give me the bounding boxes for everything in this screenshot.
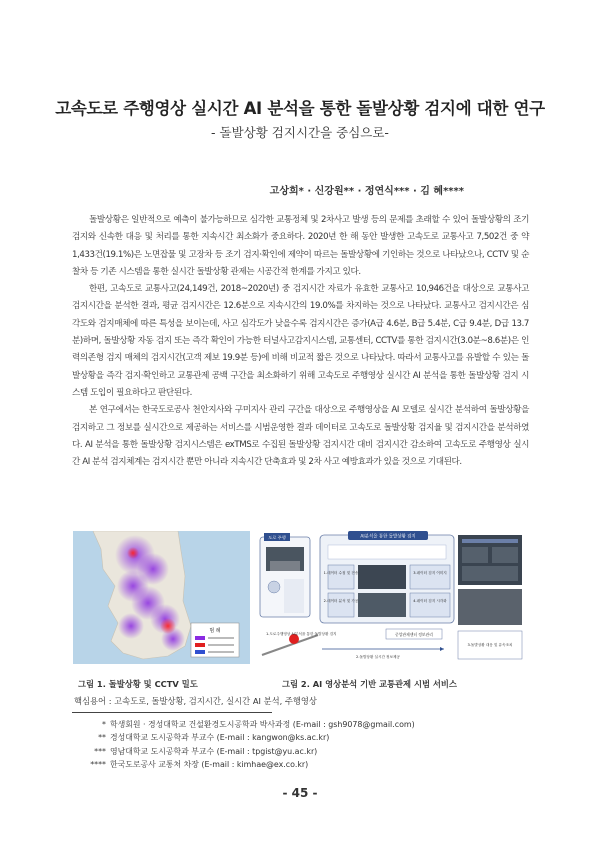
footnote-3	[74, 745, 415, 758]
dashcam-road	[270, 561, 300, 571]
road-caption: 1.도로주행영상 AI분석을 통한 돌발상황 검지	[266, 632, 337, 636]
keywords-line: 핵심용어 : 고속도로, 돌발상황, 검지시간, 실시간 AI 분석, 주행영상	[74, 696, 317, 706]
footnote-2	[74, 731, 415, 744]
legend-text-line	[208, 637, 234, 639]
footnote-mark: ***	[94, 746, 106, 756]
dashboard-tile	[462, 547, 488, 563]
paragraph-1: 돌발상황은 일반적으로 예측이 불가능하므로 심각한 교통정체 및 2차사고 발생 등의 문제를 초래할 수 있어 돌발상황의 조기 검지와 신속한 대응 및 처리를 통한 지속시간 최소화가 중요하다. 2020년 한 해 동안 발생한 고속도로 교통사고 7,502건 중 약 1,433건(19.1%)은 노면잡물 및 고장차 등 조기 검지·확인에 제약이 따르는 돌발상황에 기인하는 것으로 나타났으나, CCTV 및 순찰차 등 기존 시스템을 통한 실시간 돌발상황 관제는 시공간적 한계를 가지고 있다.	[72, 215, 529, 277]
paragraph-2: 한편, 고속도로 교통사고(24,149건, 2018~2020년) 중 검지시간 자료가 유효한 교통사고 10,946건을 대상으로 교통사고 검지시간을 분석한 결과, 평균 검지시간은 12.6분으로 지속시간의 19.0%를 차지하는 것으로 나타났다. 교통사고 검지시간은 심각도와 검지매체에 따른 특성을 보이는데, 사고 심각도가 낮을수록 검지시간은 증가(A급 4.6분, B급 5.4분, C급 9.4분, D급 13.7분)하며, 돌발상황 자동 검지 또는 즉각 확인이 가능한 터널사고감지시스템, 교통센터, CCTV를 통한 검지시간(3.0분~8.6분)은 인력의존형 검지 매체의 검지시간(고객 제보 19.9분 등)에 비해 비교적 짧은 것으로 나타났다. 따라서 교통사고를 유발할 수 있는 돌발상황을 즉각 검지·확인하고 교통관제 공백 구간을 최소화하기 위해 고속도로 주행영상 실시간 AI 분석을 통한 돌발상황 검지 시스템 도입이 필요하다고 판단된다.	[72, 284, 529, 398]
figure-2-caption: 그림 2. AI 영상분석 기반 교통관제 시범 서비스	[282, 679, 457, 689]
step-box-3	[410, 565, 450, 589]
footnote-mark: **	[98, 733, 106, 743]
footnote-divider	[72, 712, 272, 713]
density-peak	[127, 547, 139, 559]
accident-photo	[458, 589, 522, 625]
legend-text-line	[208, 651, 234, 653]
abstract-body	[72, 212, 529, 471]
analysis-text-box	[328, 545, 446, 559]
footnotes	[74, 718, 415, 771]
incident-density-map	[73, 531, 250, 664]
paragraph-3: 본 연구에서는 한국도로공사 천안지사와 구미지사 관리 구간을 대상으로 주행영상을 AI 모델로 실시간 분석하여 돌발상황을 검지하고 그 정보를 실시간으로 제공하는 서비스를 시범운영한 결과 데이터로 고속도로 돌발상황 검지율 및 검지시간을 분석하였다. AI 분석을 통한 돌발상황 검지시스템은 exTMS로 수집된 돌발상황 검지시간 대비 검지시간 감소하여 고속도로 주행영상 실시간 AI 분석 검지체계는 검지시간 뿐만 아니라 지속시간 단축효과 및 2차 사고 예방효과가 있을 것으로 기대된다.	[72, 405, 529, 468]
legend-swatch	[195, 643, 205, 647]
network-label: 2.돌발상황 실시간 정보제공	[356, 655, 400, 659]
dashboard-tile	[462, 566, 518, 581]
footnote-4	[74, 758, 415, 771]
footnote-text: 학생회원 · 경성대학교 건설환경도시공학과 박사과정 (E-mail : gsh9078@gmail.com)	[110, 720, 415, 729]
center-label: 중앙관제센터 정보관리	[395, 632, 433, 637]
road-video-label: 도로 주행	[268, 535, 286, 540]
legend-text-line	[208, 644, 234, 646]
ai-service-diagram	[258, 531, 524, 664]
step-label-3: 3.데이터 검지 이미지	[413, 571, 447, 575]
output-label: 3.돌발상황 대응 및 유속조치	[467, 643, 513, 647]
step-box-2	[328, 593, 354, 617]
figure-1-map	[73, 531, 250, 664]
density-peak	[160, 618, 176, 634]
step-label-1: 1.데이터 수집 및 전송	[323, 571, 359, 575]
footnote-text: 영남대학교 도시공학과 부교수 (E-mail : tpgist@yu.ac.kr)	[110, 746, 318, 756]
dashboard-tile	[492, 547, 518, 563]
ai-analysis-title: AI분석을 통한 돌발상황 검지	[360, 534, 416, 540]
legend-swatch	[195, 650, 205, 654]
device-text-block	[284, 579, 304, 613]
step-box-4	[410, 593, 450, 617]
footnote-1	[74, 718, 415, 731]
footnote-mark: *	[102, 720, 106, 729]
map-legend-title: 범 례	[209, 628, 221, 634]
footnote-text: 한국도로공사 교통처 차장 (E-mail : kimhae@ex.co.kr)	[110, 759, 309, 769]
footnote-text: 경성대학교 도시공학과 부교수 (E-mail : kangwon@ks.ac.kr)	[110, 733, 330, 743]
author-list: 고상희* · 신강원** · 정연식*** · 김 혜****	[269, 186, 464, 197]
paper-title: 고속도로 주행영상 실시간 AI 분석을 통한 돌발상황 검지에 대한 연구	[55, 99, 545, 118]
step-label-4: 4.데이터 검지 시각화	[413, 599, 447, 603]
figure-1-caption: 그림 1. 돌발상황 및 CCTV 밀도	[78, 679, 198, 689]
legend-swatch	[195, 636, 205, 640]
page-number: - 45 -	[282, 786, 318, 800]
screen-thumbnail-2	[358, 593, 406, 617]
density-hotspot	[118, 613, 144, 639]
dashboard-header	[462, 539, 518, 543]
paper-subtitle: - 돌발상황 검지시간을 중심으로-	[211, 125, 389, 140]
screen-thumbnail-1	[358, 565, 406, 589]
step-box-1	[328, 565, 354, 589]
step-label-2: 2.데이터 분석 및 가공	[323, 599, 359, 603]
vehicle-camera-icon	[268, 581, 280, 593]
footnote-mark: ****	[90, 759, 106, 769]
figure-2-diagram	[258, 531, 524, 664]
